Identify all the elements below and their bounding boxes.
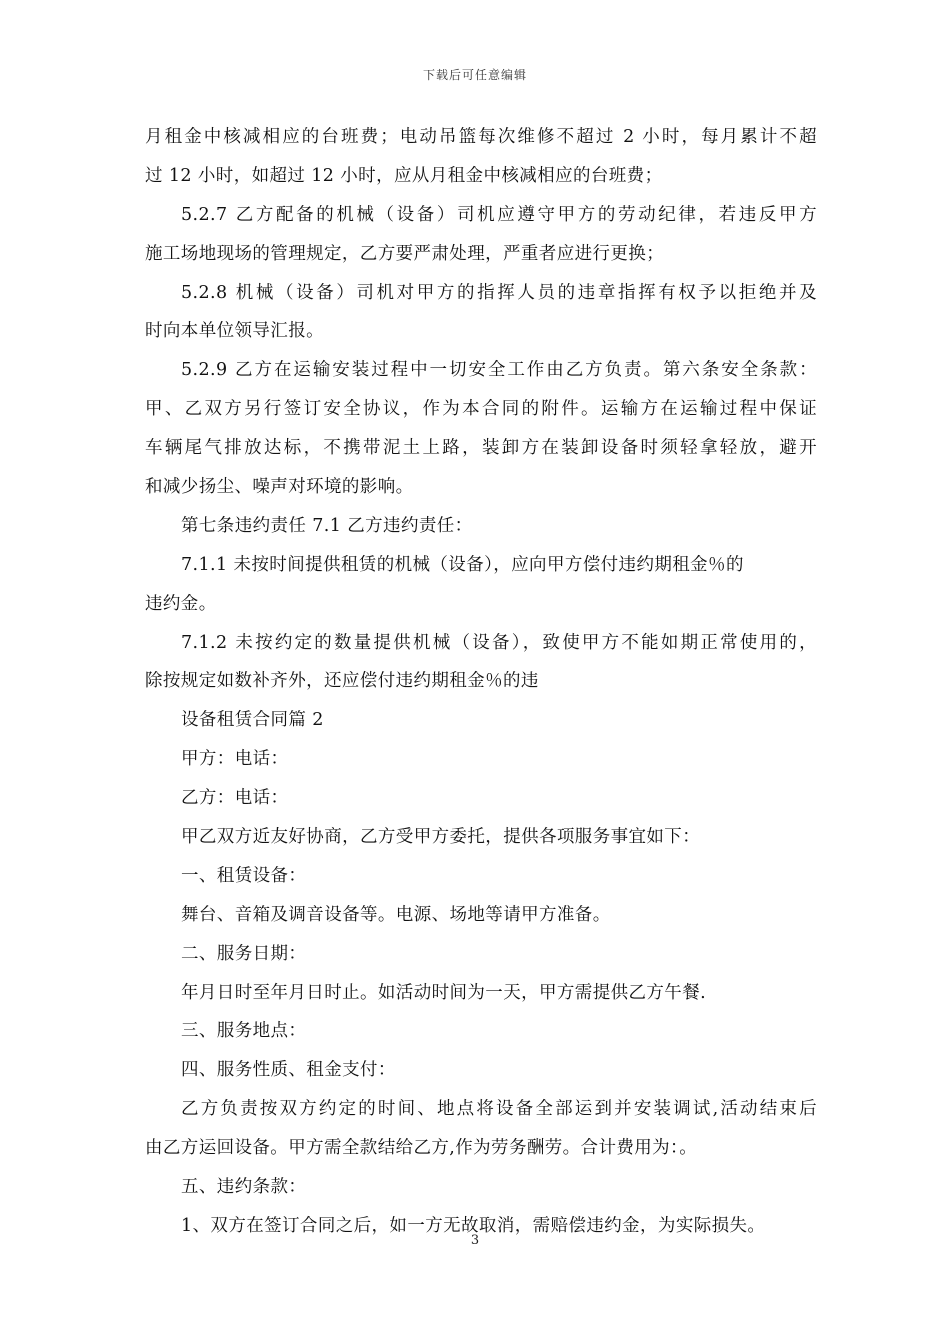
body-line: 7.1.1 未按时间提供租赁的机械（设备），应向甲方偿付违约期租金％的 [181,554,744,575]
document-body [145,118,817,1246]
body-line: 过 12 小时，如超过 12 小时，应从月租金中核减相应的台班费； [145,165,663,186]
body-line: 舞台、音箱及调音设备等。电源、场地等请甲方准备。 [181,904,611,925]
body-line: 施工场地现场的管理规定，乙方要严肃处理，严重者应进行更换； [145,243,665,264]
body-line: 由乙方运回设备。甲方需全款结给乙方,作为劳务酬劳。合计费用为：。 [145,1138,698,1159]
body-line: 5.2.8 机械（设备）司机对甲方的指挥人员的违章指挥有权予以拒绝并及 [181,282,817,303]
body-line: 时向本单位领导汇报。 [145,321,324,342]
body-line: 五、违约条款： [181,1177,307,1198]
body-line: 年月日时至年月日时止。如活动时间为一天，甲方需提供乙方午餐. [181,982,707,1003]
body-line: 二、服务日期： [181,943,307,964]
body-line: 第七条违约责任 7.1 乙方违约责任： [181,515,473,536]
page-header-note: 下载后可任意编辑 [422,68,527,82]
body-line: 甲乙双方近友好协商，乙方受甲方委托，提供各项服务事宜如下： [181,827,701,848]
body-line: 违约金。 [145,593,217,614]
body-line: 7.1.2 未按约定的数量提供机械（设备），致使甲方不能如期正常使用的， [181,632,817,653]
body-line: 甲方：电话： [181,749,289,770]
section-title: 设备租赁合同篇 2 [181,710,324,731]
body-line: 月租金中核减相应的台班费；电动吊篮每次维修不超过 2 小时，每月累计不超 [145,127,817,147]
body-line: 除按规定如数补齐外，还应偿付违约期租金％的违 [145,671,539,692]
body-line: 和减少扬尘、噪声对环境的影响。 [145,477,414,498]
body-line: 1、双方在签订合同之后，如一方无故取消，需赔偿违约金，为实际损失。 [181,1215,766,1236]
body-line: 四、服务性质、租金支付： [181,1060,396,1081]
body-line: 5.2.7 乙方配备的机械（设备）司机应遵守甲方的劳动纪律，若违反甲方 [181,204,817,225]
body-line: 一、租赁设备： [181,865,307,886]
body-line: 甲、乙双方另行签订安全协议，作为本合同的附件。运输方在运输过程中保证 [145,399,817,420]
page-number: 3 [470,1233,480,1248]
body-line: 三、服务地点： [181,1021,307,1042]
body-line: 乙方负责按双方约定的时间、地点将设备全部运到并安装调试,活动结束后 [181,1099,817,1120]
body-line: 5.2.9 乙方在运输安装过程中一切安全工作由乙方负责。第六条安全条款： [181,360,817,381]
body-line: 乙方：电话： [181,788,289,809]
body-line: 车辆尾气排放达标，不携带泥土上路，装卸方在装卸设备时须轻拿轻放，避开 [145,438,817,459]
